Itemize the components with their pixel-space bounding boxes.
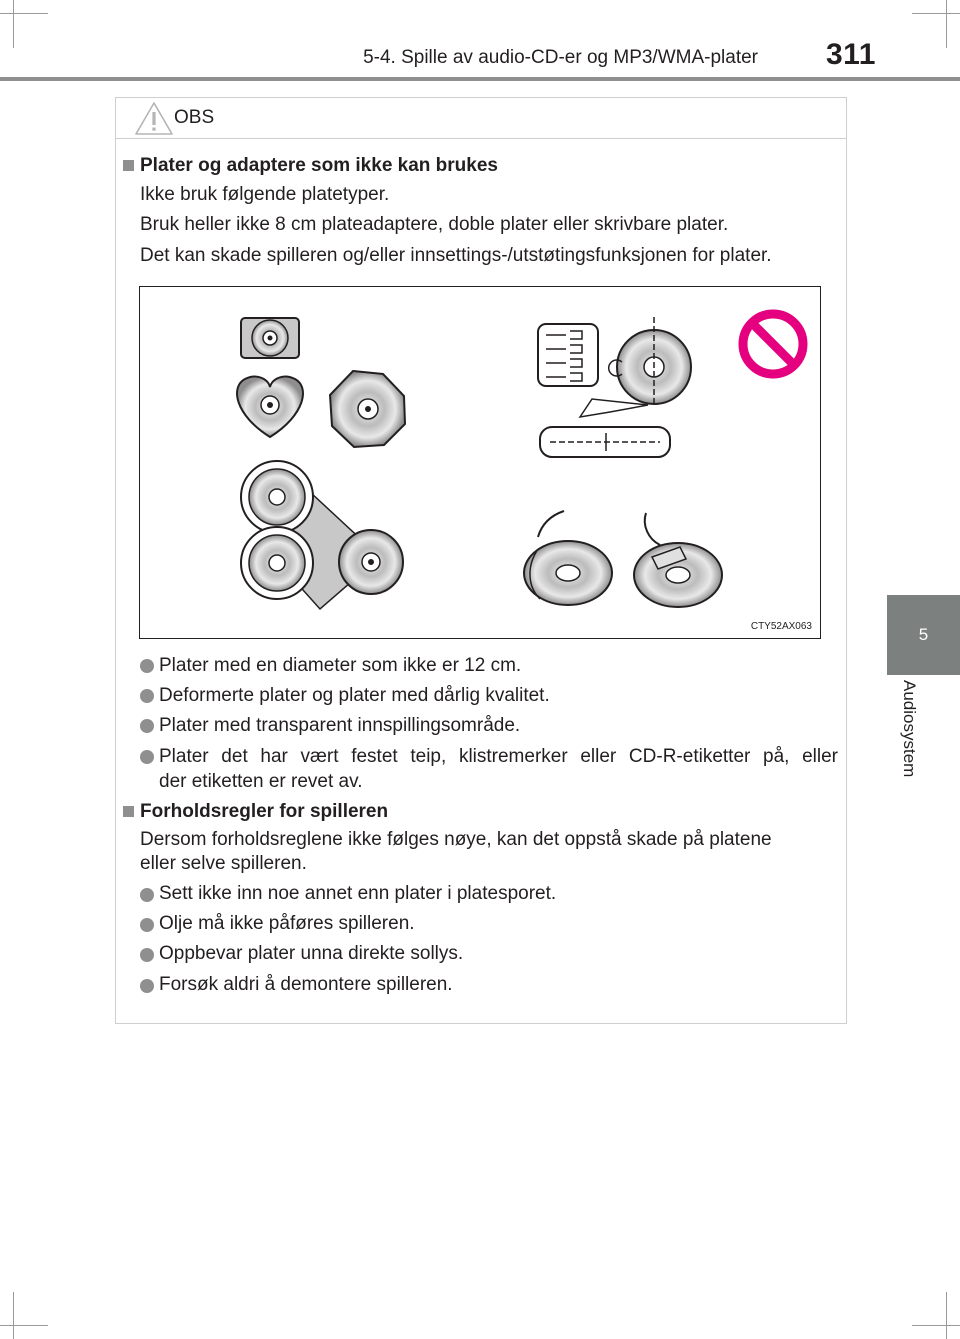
- paragraph: Dersom forholdsreglene ikke følges nøye, kan det oppstå skade på platene: [140, 829, 772, 850]
- list-item: Plater det har vært festet teip, klistremerker eller CD-R-etiketter på, eller: [159, 746, 838, 767]
- paragraph: Ikke bruk følgende platetyper.: [140, 184, 390, 205]
- crop-mark: [13, 1292, 14, 1339]
- crop-mark: [0, 13, 48, 14]
- section-marker: [123, 806, 134, 817]
- chapter-tab: [887, 595, 960, 675]
- disc-profile-icon: [538, 317, 691, 457]
- bullet-marker: [140, 918, 154, 932]
- paragraph: eller selve spilleren.: [140, 853, 307, 874]
- bullet-marker: [140, 719, 154, 733]
- notice-label: OBS: [174, 107, 215, 128]
- prohibited-icon: [743, 314, 803, 374]
- warning-icon: [133, 100, 175, 136]
- heart-disc-icon: [237, 377, 303, 437]
- crop-mark: [946, 1292, 947, 1339]
- section-title: 5-4. Spille av audio-CD-er og MP3/WMA-plater: [363, 47, 758, 68]
- bullet-marker: [140, 888, 154, 902]
- peeling-label-disc-icon: [524, 511, 612, 605]
- bullet-marker: [140, 689, 154, 703]
- chapter-label: Audiosystem: [900, 680, 919, 778]
- crop-mark: [912, 1325, 960, 1326]
- chapter-number: 5: [918, 625, 929, 644]
- taped-disc-icon: [634, 513, 722, 607]
- list-item: Plater med en diameter som ikke er 12 cm.: [159, 655, 522, 676]
- header-rule: [0, 77, 960, 81]
- crop-mark: [946, 0, 947, 48]
- crop-mark: [13, 0, 14, 48]
- adapter-discs-icon: [241, 461, 403, 609]
- bullet-marker: [140, 979, 154, 993]
- crop-mark: [912, 13, 960, 14]
- bullet-marker: [140, 659, 154, 673]
- list-item: Forsøk aldri å demontere spilleren.: [159, 974, 453, 995]
- list-item: Olje må ikke påføres spilleren.: [159, 913, 415, 934]
- bullet-marker: [140, 948, 154, 962]
- section-heading: Forholdsregler for spilleren: [140, 801, 389, 822]
- paragraph: Det kan skade spilleren og/eller innsettings-/utstøtingsfunksjonen for plater.: [140, 245, 772, 266]
- unsupported-discs-illustration: [139, 286, 821, 639]
- bullet-marker: [140, 750, 154, 764]
- list-item: Oppbevar plater unna direkte sollys.: [159, 943, 464, 964]
- disc-illustration: [140, 287, 820, 638]
- list-item: Plater med transparent innspillingsområde.: [159, 715, 521, 736]
- square-disc-icon: [241, 318, 299, 358]
- page-number: 311: [826, 38, 876, 71]
- crop-mark: [0, 1325, 48, 1326]
- figure-code: CTY52AX063: [750, 621, 812, 632]
- octagon-disc-icon: [330, 371, 405, 447]
- list-item: Sett ikke inn noe annet enn plater i platesporet.: [159, 883, 557, 904]
- section-marker: [123, 160, 134, 171]
- notice-header: [116, 98, 846, 139]
- paragraph: Bruk heller ikke 8 cm plateadaptere, doble plater eller skrivbare plater.: [140, 214, 729, 235]
- list-item: Deformerte plater og plater med dårlig kvalitet.: [159, 685, 550, 706]
- section-heading: Plater og adaptere som ikke kan brukes: [140, 155, 498, 176]
- list-item-continuation: der etiketten er revet av.: [159, 771, 363, 792]
